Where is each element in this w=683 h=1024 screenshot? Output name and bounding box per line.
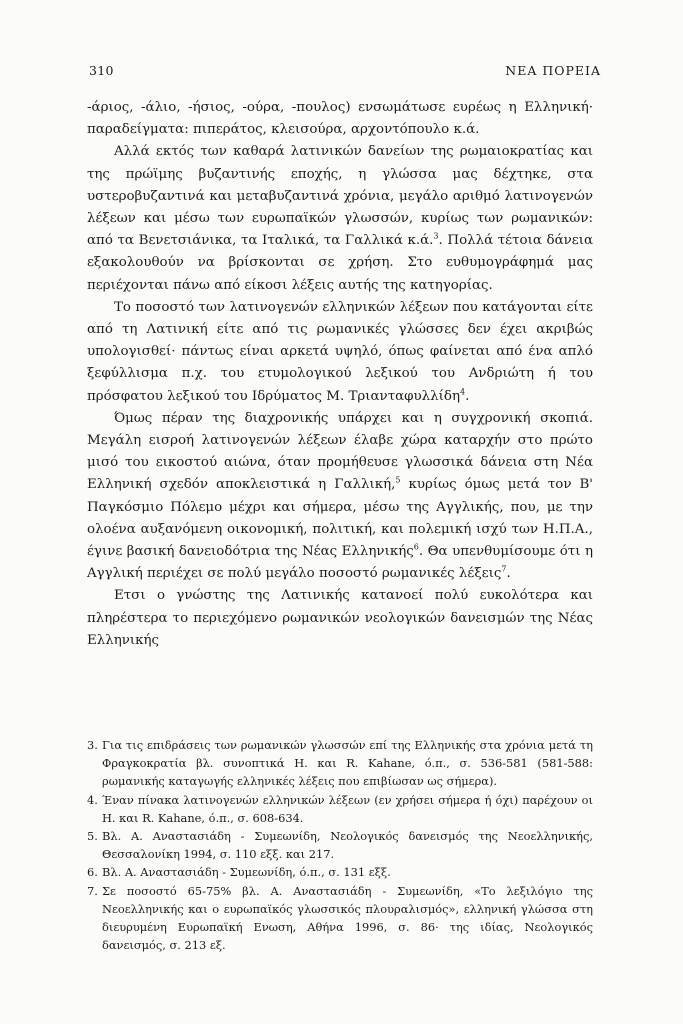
footnote-7 — [87, 882, 593, 955]
paragraph-3-text: Το ποσοστό των λατινογενών ελληνικών λέξεων που κατάγονται είτε από τη Λατινική είτε από τις ρωμανικές γλώσσες δεν έχει ακριβώς υπολογισθεί· πάντως είναι αρκετά υψηλό, όπως φαίνεται από ένα απλό ξεφύλλισμα π.χ. του ετυμολογικού λεξικού του Ανδριώτη ή του πρόσφατου λεξικού του Ιδρύματος Μ. Τριανταφυλλίδη — [87, 299, 593, 404]
paragraph-4-mid: κυρίως όμως μετά τον Β' Παγκόσμιο Πόλεμο μέχρι και σήμερα, μέσω της Αγγλικής, που, με την ολοένα αυξανόμενη οικονομική, πολιτική, και πολεμική ισχύ των Η.Π.Α., έγινε βασική δανειοδότρια της Νέας Ελληνικής — [87, 477, 593, 560]
footnote-6 — [87, 863, 593, 881]
footnote-number: 3. — [87, 738, 98, 752]
paragraph-4 — [87, 408, 593, 586]
footnote-text: Για τις επιδράσεις των ρωμανικών γλωσσών επί της Ελληνικής στα χρόνια μετά τη Φραγκοκρατία βλ. συνοπτικά Η. και R. Kahane, ό.π., σ. 536-581 (581-588: ρωμανικής καταγωγής ελληνικές λέξεις που επιβίωσαν ως σήμερα). — [102, 738, 593, 789]
paragraph-3 — [87, 297, 593, 408]
footnote-4 — [87, 791, 593, 827]
footnote-text: Έναν πίνακα λατινογενών ελληνικών λέξεων (εν χρήσει σήμερα ή όχι) παρέχουν οι Η. και R. Kahane, ό.π., σ. 608-634. — [102, 792, 593, 825]
footnote-3 — [87, 736, 593, 791]
footnote-text: Σε ποσοστό 65-75% βλ. Α. Αναστασιάδη - Συμεωνίδη, «Το λεξιλόγιο της Νεοελληνικής και ο ευρωπαϊκός γλωσσικός πλουραλισμός», ελληνική γλώσσα στη διευρυμένη Ευρωπαϊκή Ενωση, Αθήνα 1996, σ. 86· της ιδίας, Νεολογικός δανεισμός, σ. 213 εξ. — [102, 883, 593, 953]
paragraph-2-text: Αλλά εκτός των καθαρά λατινικών δανείων της ρωμαιοκρατίας και της πρώϊμης βυζαντινής εποχής, η γλώσσα μας δέχτηκε, στα υστεροβυζαντινά και μεταβυζαντινά χρόνια, μεγάλο αριθμό λατινογενών λέξεων και μέσω των ευρωπαϊκών γλωσσών, κυρίως των ρωμανικών: από τα Βενετσιάνικα, τα Ιταλικά, τα Γαλλικά κ.ά. — [87, 144, 593, 249]
paragraph-5: Ετσι ο γνώστης της Λατινικής κατανοεί πολύ ευκολότερα και πληρέστερα το περιεχόμενο ρωμανικών νεολογικών δανεισμών της Νέας Ελληνικής — [87, 588, 593, 648]
footnote-ref-6[interactable]: 6 — [413, 542, 419, 552]
footnote-ref-4[interactable]: 4 — [459, 387, 466, 397]
paragraph-1: -άριος, -άλιο, -ήσιος, -ούρα, -πουλος) ενσωμάτωσε ευρέως η Ελληνική· παραδείγματα: πιπεράτος, κλεισούρα, αρχοντόπουλο κ.ά. — [87, 100, 593, 138]
footnote-5 — [87, 827, 593, 863]
footnote-number: 7. — [87, 883, 98, 898]
footnote-number: 5. — [87, 829, 98, 844]
footnote-number: 6. — [87, 865, 98, 880]
footnotes — [87, 736, 593, 954]
page-number: 310 — [89, 63, 114, 78]
footnote-text: Βλ. Α. Αναστασιάδη - Συμεωνίδη, Νεολογικός δανεισμός της Νεοελληνικής, Θεσσαλονίκη 1994, σ. 110 εξξ. και 217. — [102, 829, 593, 862]
footnote-ref-3[interactable]: 3 — [433, 231, 439, 241]
paragraph-2 — [87, 141, 593, 296]
paragraph-4-mid2: . Θα υπενθυμίσουμε ότι η Αγγλική περιέχει σε πολύ μεγάλο ποσοστό ρωμανικές λέξεις — [87, 544, 593, 582]
paragraph-4-text: Όμως πέραν της διαχρονικής υπάρχει και η συγχρονική σκοπιά. Μεγάλη εισροή λατινογενών λέξεων έλαβε χώρα καταρχήν στο πρώτο μισό του εικοστού αιώνα, όταν προμήθευσε γλωσσικά δάνεια στη Νέα Ελληνική σχεδόν αποκλειστικά η Γαλλική, — [87, 410, 593, 493]
running-title: ΝΕΑ ΠΟΡΕΙΑ — [505, 63, 601, 78]
footnote-text: Βλ. Α. Αναστασιάδη - Συμεωνίδη, ό.π., σ. 131 εξξ. — [102, 865, 391, 880]
paragraph-2-tail: . Πολλά τέτοια δάνεια εξακολουθούν να βρίσκονται σε χρήση. Στο ευθυμογράφημά μας περιέχονται πάνω από είκοσι λέξεις αυτής της κατηγορίας. — [87, 233, 593, 293]
footnote-ref-7[interactable]: 7 — [501, 564, 507, 574]
body-text — [87, 97, 593, 652]
footnote-number: 4. — [87, 792, 98, 807]
paragraph-3-tail: . — [465, 388, 470, 404]
paragraph-4-tail: . — [506, 566, 511, 582]
footnote-ref-5[interactable]: 5 — [395, 475, 401, 485]
